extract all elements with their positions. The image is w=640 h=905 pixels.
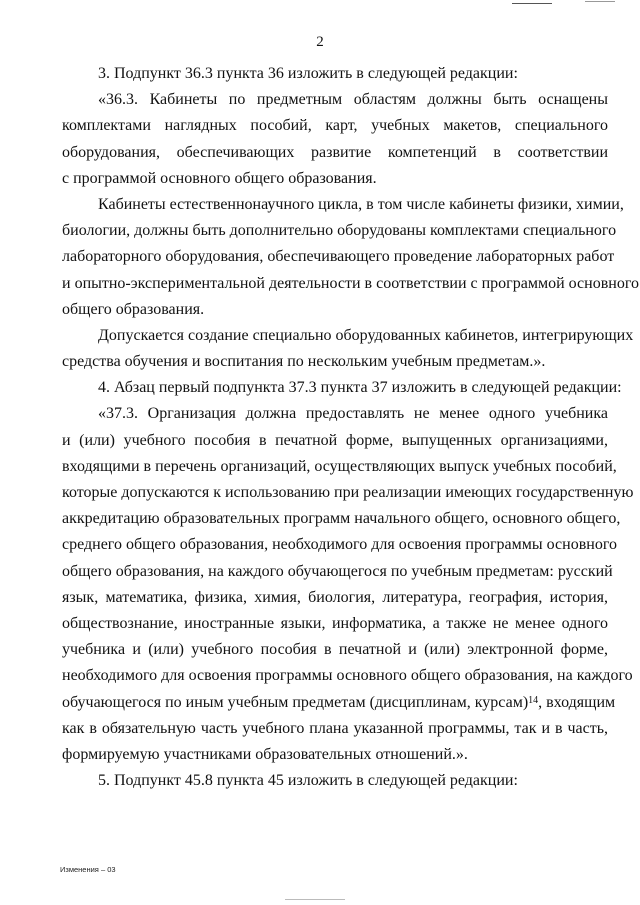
text-line: лабораторного оборудования, обеспечивающего проведение лабораторных работ [62, 248, 615, 266]
text-line: 4. Абзац первый подпункта 37.3 пункта 37 изложить в следующей редакции: [98, 379, 622, 397]
text-line: общего образования, на каждого обучающегося по учебным предметам: русский [62, 562, 613, 580]
text-line: 3. Подпункт 36.3 пункта 36 изложить в следующей редакции: [98, 65, 518, 82]
text-line: 5. Подпункт 45.8 пункта 45 изложить в следующей редакции: [98, 772, 518, 790]
footnote-reference: 14 [528, 694, 539, 706]
scan-artifact-line [512, 3, 552, 4]
text-line: обществознание, иностранные языки, информатика, а также не менее одного [62, 614, 608, 632]
text-line: учебника и (или) учебного пособия в печатной и (или) электронной форме, [62, 641, 608, 659]
text-line: «37.3. Организация должна предоставлять не менее одного учебника [98, 405, 608, 423]
footer-revision-mark: Изменения – 03 [60, 865, 116, 874]
text-line: входящими в перечень организаций, осуществляющих выпуск учебных пособий, [62, 457, 617, 475]
text-line: которые допускаются к использованию при реализации имеющих государственную [62, 484, 634, 501]
text-line: оборудования, обеспечивающих развитие компетенций в соответствии [62, 143, 608, 161]
document-body [62, 61, 639, 794]
page-number: 2 [316, 34, 324, 50]
text-line: необходимого для освоения программы основного общего образования, на каждого [62, 667, 633, 685]
text-line: средства обучения и воспитания по нескольким учебным предметам.». [62, 353, 546, 371]
scan-artifact-line [285, 899, 345, 900]
text-line: и (или) учебного пособия в печатной форме, выпущенных организациями, [62, 431, 608, 449]
text-line: формируемую участниками образовательных отношений.». [62, 745, 468, 763]
text-line: «36.3. Кабинеты по предметным областям должны быть оснащены [98, 91, 608, 109]
text-line: язык, математика, физика, химия, биология, литература, география, история, [62, 588, 608, 606]
text-line: Кабинеты естественнонаучного цикла, в том числе кабинеты физики, химии, [98, 195, 624, 213]
text-line: биологии, должны быть дополнительно оборудованы комплектами специального [62, 222, 617, 240]
text-line: общего образования. [62, 300, 205, 318]
text-line: Допускается создание специально оборудованных кабинетов, интегрирующих [98, 326, 634, 344]
scan-artifact-line [585, 1, 615, 2]
text-line [62, 690, 616, 716]
text-line: с программой основного общего образования. [62, 169, 377, 187]
text-fragment: , входящим [538, 693, 616, 711]
text-line: комплектами наглядных пособий, карт, учебных макетов, специального [62, 117, 608, 135]
text-fragment: обучающегося по иным учебным предметам (дисциплинам, курсам) [62, 693, 529, 711]
text-line: аккредитацию образовательных программ начального общего, основного общего, [62, 510, 621, 528]
text-line: как в обязательную часть учебного плана указанной программы, так и в часть, [62, 719, 608, 737]
text-line: среднего общего образования, необходимого для освоения программы основного [62, 536, 617, 554]
text-line: и опытно-экспериментальной деятельности в соответствии с программой основного [62, 274, 639, 292]
